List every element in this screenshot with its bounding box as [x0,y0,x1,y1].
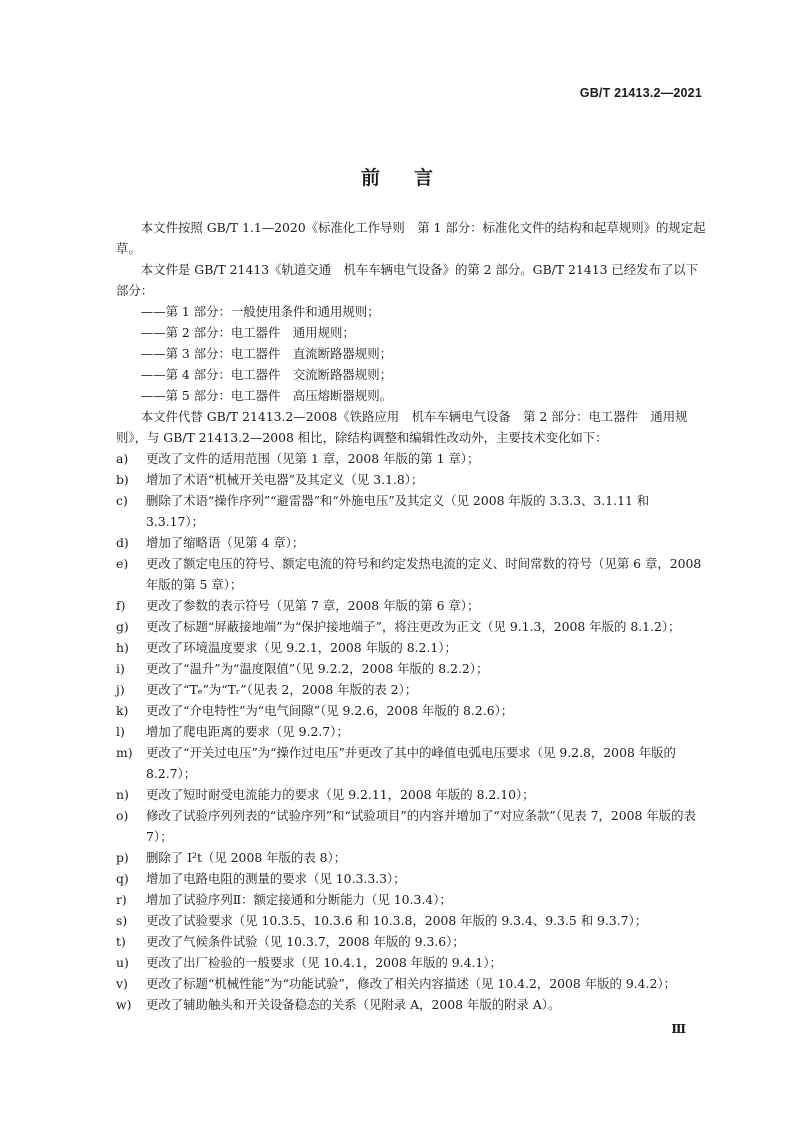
change-item [116,616,706,637]
change-item-text: 增加了缩略语（见第 4 章）； [146,535,305,550]
change-item-text: 增加了爬电距离的要求（见 9.2.7）； [146,724,349,739]
change-item [116,952,706,973]
change-item-label: o) [116,808,129,823]
change-item [116,931,706,952]
page-number: Ⅲ [671,1022,686,1036]
change-item-label: v) [116,976,128,991]
change-item [116,742,706,784]
change-item-label: p) [116,850,129,865]
change-item [116,847,706,868]
change-item [116,973,706,994]
parts-list [116,301,706,406]
change-item-label: j) [116,682,125,697]
replace-paragraph: 本文件代替 GB/T 21413.2—2008《铁路应用 机车车辆电气设备 第 2 部分：电工器件 通用规则》，与 GB/T 21413.2—2008 相比，除结构调整和编辑性改动外，主要技术变化如下： [116,409,688,445]
intro-paragraph: 本文件按照 GB/T 1.1—2020《标准化工作导则 第 1 部分：标准化文件的结构和起草规则》的规定起草。 [116,220,706,256]
change-item [116,910,706,931]
change-item-text: 更改了“温升”为“温度限值”（见 9.2.2，2008 年版的 8.2.2）； [146,661,489,676]
change-item-label: u) [116,955,129,970]
change-item [116,469,706,490]
change-item-label: w) [116,997,132,1012]
change-item-text: 更改了文件的适用范围（见第 1 章，2008 年版的第 1 章）； [146,451,480,466]
change-item-text: 更改了辅助触头和开关设备稳态的关系（见附录 A，2008 年版的附录 A）。 [146,997,561,1012]
change-item-text: 修改了试验序列列表的“试验序列”和“试验项目”的内容并增加了“对应条款”（见表 7，2008 年版的表 7）； [146,808,696,844]
change-item [116,490,706,532]
change-item-label: n) [116,787,129,802]
change-item-label: f) [116,598,126,613]
change-item-label: c) [116,493,128,508]
changes-list [116,448,706,1015]
standard-code: GB/T 21413.2—2021 [579,86,702,100]
change-item-label: t) [116,934,126,949]
change-item-text: 删除了术语“操作序列”“避雷器”和“外施电压”及其定义（见 2008 年版的 3.3.3、3.1.11 和 3.3.17）； [146,493,650,529]
change-item-text: 更改了标题“屏蔽接地端”为“保护接地端子”，将注更改为正文（见 9.1.3，2008 年版的 8.1.2）； [146,619,681,634]
change-item-text: 更改了参数的表示符号（见第 7 章，2008 年版的第 6 章）； [146,598,480,613]
page-title: 前言 [360,166,467,189]
change-item [116,721,706,742]
change-item-text: 更改了气候条件试验（见 10.3.7，2008 年版的 9.3.6）； [146,934,465,949]
change-item-text: 更改了出厂检验的一般要求（见 10.4.1，2008 年版的 9.4.1）； [146,955,502,970]
change-item [116,868,706,889]
change-item-label: d) [116,535,129,550]
change-item-text: 更改了短时耐受电流能力的要求（见 9.2.11，2008 年版的 8.2.10）； [146,787,535,802]
change-item [116,532,706,553]
change-item [116,700,706,721]
change-item-label: k) [116,703,129,718]
change-item [116,679,706,700]
change-item-text: 更改了标题“机械性能”为“功能试验”，修改了相关内容描述（见 10.4.2，2008 年版的 9.4.2）； [146,976,676,991]
part-item: ——第 1 部分：一般使用条件和通用规则； [140,304,380,319]
change-item-label: b) [116,472,129,487]
change-item-label: l) [116,724,125,739]
part-item: ——第 3 部分：电工器件 直流断路器规则； [140,346,392,361]
part-item: ——第 5 部分：电工器件 高压熔断器规则。 [140,388,392,403]
change-item [116,448,706,469]
change-item-text: 更改了“开关过电压”为“操作过电压”并更改了其中的峰值电弧电压要求（见 9.2.8，2008 年版的 8.2.7）； [146,745,676,781]
change-item-label: i) [116,661,125,676]
change-item [116,805,706,847]
change-item [116,595,706,616]
change-item-text: 增加了电路电阻的测量的要求（见 10.3.3.3）； [146,871,406,886]
part-item: ——第 2 部分：电工器件 通用规则； [140,325,355,340]
change-item-label: s) [116,913,128,928]
change-item-text: 更改了额定电压的符号、额定电流的符号和约定发热电流的定义、时间常数的符号（见第 6 章，2008 年版的第 5 章）； [146,556,702,592]
change-item-label: m) [116,745,133,760]
change-item [116,658,706,679]
change-item-label: q) [116,871,129,886]
change-item [116,553,706,595]
change-item-label: r) [116,892,127,907]
part-item: ——第 4 部分：电工器件 交流断路器规则； [140,367,392,382]
change-item-label: a) [116,451,129,466]
change-item-text: 更改了“Tₑ”为“Tᵣ”（见表 2，2008 年版的表 2）； [146,682,418,697]
change-item-text: 增加了术语“机械开关电器”及其定义（见 3.1.8）； [146,472,424,487]
change-item [116,784,706,805]
change-item-text: 更改了试验要求（见 10.3.5、10.3.6 和 10.3.8，2008 年版的 9.3.4、9.3.5 和 9.3.7）； [146,913,648,928]
change-item-text: 更改了“介电特性”为“电气间隙”（见 9.2.6，2008 年版的 8.2.6）； [146,703,514,718]
document-body [116,217,706,1015]
series-paragraph: 本文件是 GB/T 21413《轨道交通 机车车辆电气设备》的第 2 部分。GB/T 21413 已经发布了以下部分： [116,262,699,298]
change-item-text: 删除了 I²t（见 2008 年版的表 8）； [146,850,347,865]
change-item [116,994,706,1015]
change-item-label: g) [116,619,129,634]
change-item-label: e) [116,556,129,571]
change-item-label: h) [116,640,129,655]
change-item [116,889,706,910]
change-item [116,637,706,658]
change-item-text: 更改了环境温度要求（见 9.2.1，2008 年版的 8.2.1）； [146,640,457,655]
change-item-text: 增加了试验序列Ⅱ：额定接通和分断能力（见 10.3.4）； [146,892,452,907]
